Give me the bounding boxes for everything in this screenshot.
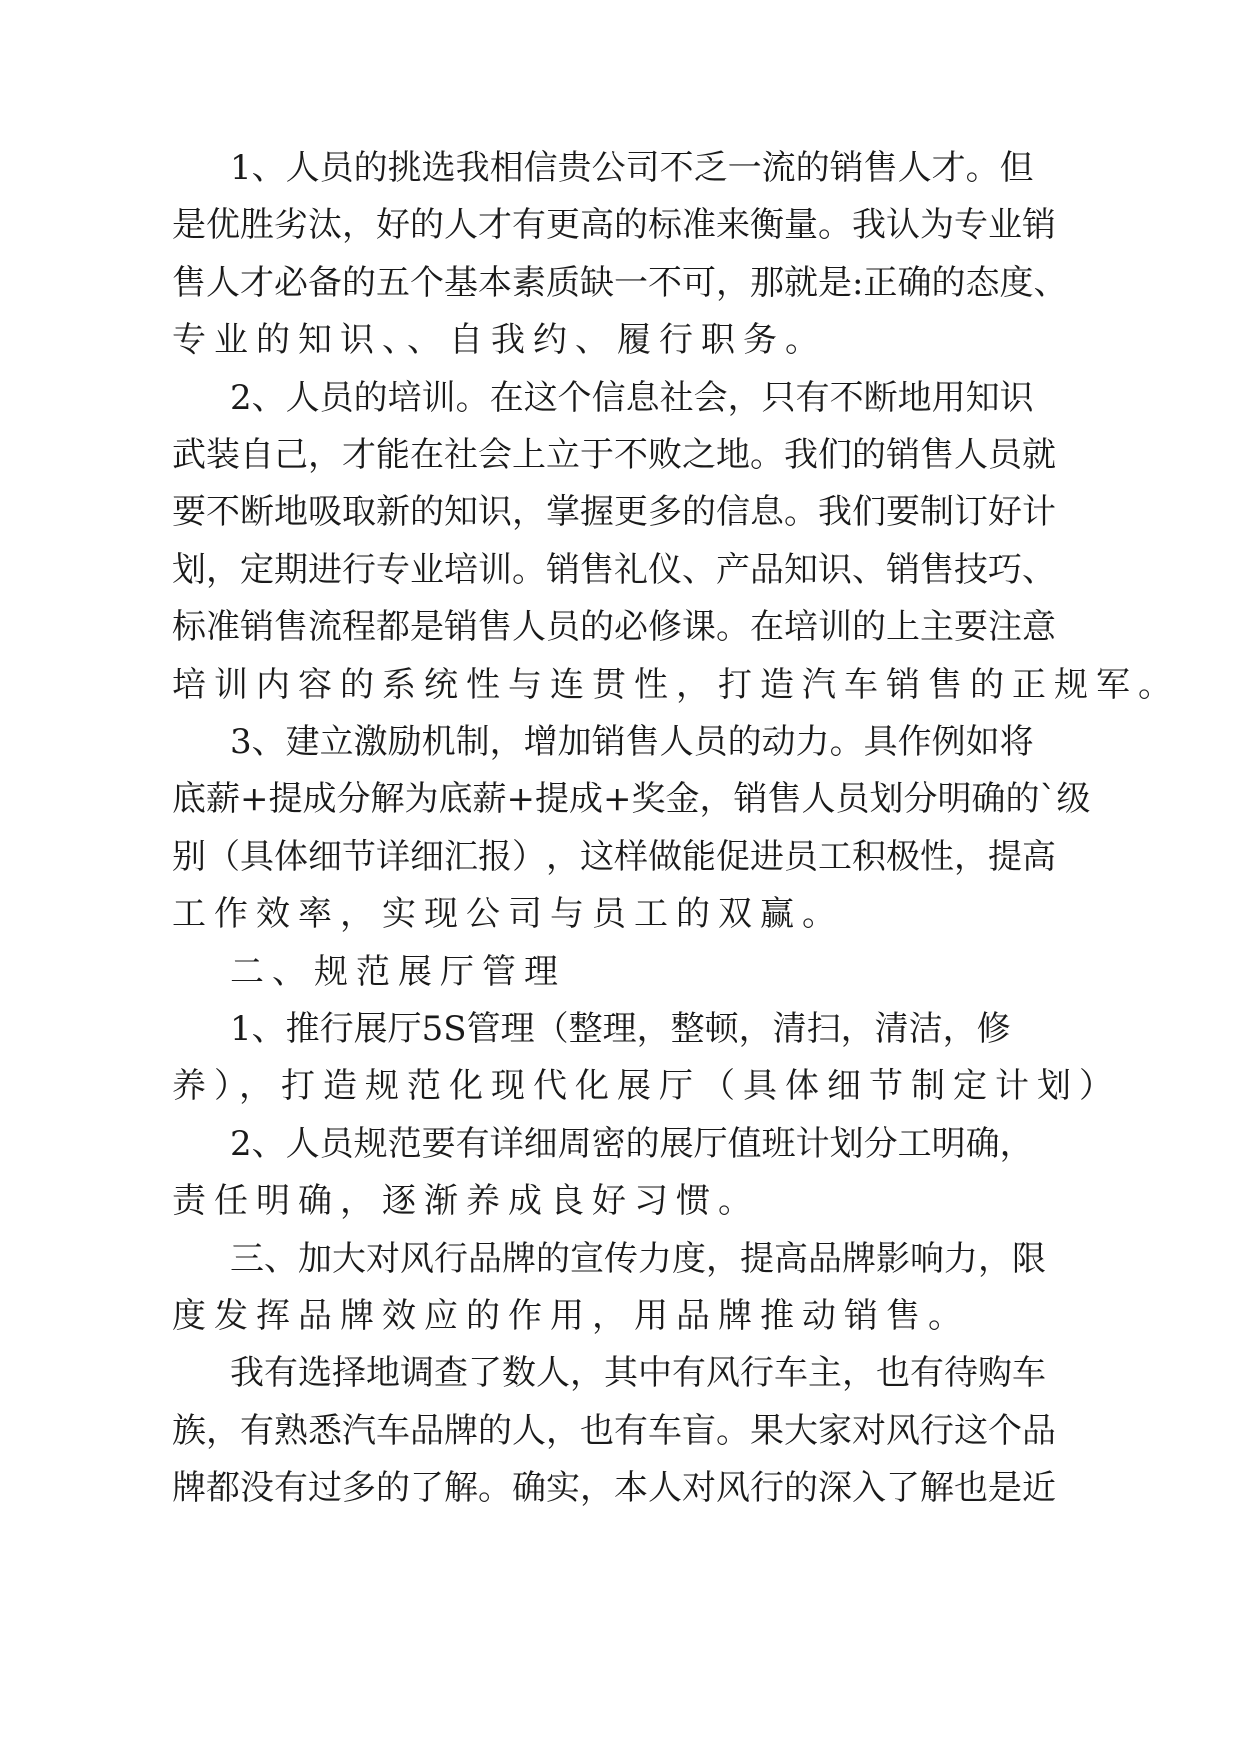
text-line: 2 、 人 员 的 培 训 。 在 这 个 信 息 社 会 ， 只 有 不 断 地 用 知 识 — [230, 377, 1034, 418]
text-line: 专业的知识、、自我约、履行职务。 — [172, 320, 827, 361]
text-line: 我 有 选 择 地 调 查 了 数 人 ， 其 中 有 风 行 车 主 ， 也 有 待 购 车 — [230, 1353, 1046, 1394]
text-line: 工作效率，实现公司与员工的双赢。 — [172, 894, 844, 935]
text-line: 三 、 加 大 对 风 行 品 牌 的 宣 传 力 度 ， 提 高 品 牌 影 响 力 ， 限 — [230, 1238, 1046, 1279]
text-line: 底 薪 + 提 成 分 解 为 底 薪 + 提 成 + 奖 金 ， 销 售 人 员 划 分 明 确 的 ` 级 — [172, 779, 1091, 820]
text-line: 1 、 人 员 的 挑 选 我 相 信 贵 公 司 不 乏 一 流 的 销 售 人 才 。 但 — [230, 148, 1034, 188]
text-line: 别 （ 具 体 细 节 详 细 汇 报 ） ， 这 样 做 能 促 进 员 工 积 极 性 ， 提 高 — [172, 836, 1056, 877]
text-line: 划 ， 定 期 进 行 专 业 培 训 。 销 售 礼 仪 、 产 品 知 识 、 销 售 技 巧 、 — [172, 549, 1056, 590]
text-line: 是 优 胜 劣 汰 ， 好 的 人 才 有 更 高 的 标 准 来 衡 量 。 我 认 为 专 业 销 — [172, 205, 1056, 246]
text-line: 售 人 才 必 备 的 五 个 基 本 素 质 缺 一 不 可 ， 那 就 是 : 正 确 的 态 度 、 — [172, 262, 1068, 303]
text-line: 养），打造规范化现代化展厅（具体细节制定计划） — [172, 1066, 1121, 1107]
text-line: 标 准 销 售 流 程 都 是 销 售 人 员 的 必 修 课 。 在 培 训 的 上 主 要 注 意 — [172, 607, 1056, 648]
text-line: 武 装 自 己 ， 才 能 在 社 会 上 立 于 不 败 之 地 。 我 们 的 销 售 人 员 就 — [172, 435, 1056, 475]
text-line: 二、规范展厅管理 — [230, 951, 566, 992]
text-line: 2 、 人 员 规 范 要 有 详 细 周 密 的 展 厅 值 班 计 划 分 工 明 确 ， — [230, 1123, 1034, 1164]
text-line: 族 ， 有 熟 悉 汽 车 品 牌 的 人 ， 也 有 车 盲 。 果 大 家 对 风 行 这 个 品 — [172, 1410, 1056, 1451]
text-line: 牌 都 没 有 过 多 的 了 解 。 确 实 ， 本 人 对 风 行 的 深 入 了 解 也 是 近 — [172, 1468, 1056, 1509]
text-line: 1 、 推 行 展 厅 5 S 管 理 （ 整 理 ， 整 顿 ， 清 扫 ， 清 洁 ， 修 — [230, 1009, 1011, 1049]
text-line: 度发挥品牌效应的作用，用品牌推动销售。 — [172, 1296, 970, 1336]
text-line: 责任明确，逐渐养成良好习惯。 — [172, 1181, 760, 1222]
text-line: 要 不 断 地 吸 取 新 的 知 识 ， 掌 握 更 多 的 信 息 。 我 们 要 制 订 好 计 — [172, 492, 1056, 533]
text-line: 培训内容的系统性与连贯性，打造汽车销售的正规军。 — [172, 664, 1180, 705]
text-line: 3 、 建 立 激 励 机 制 ， 增 加 销 售 人 员 的 动 力 。 具 作 例 如 将 — [230, 722, 1034, 762]
